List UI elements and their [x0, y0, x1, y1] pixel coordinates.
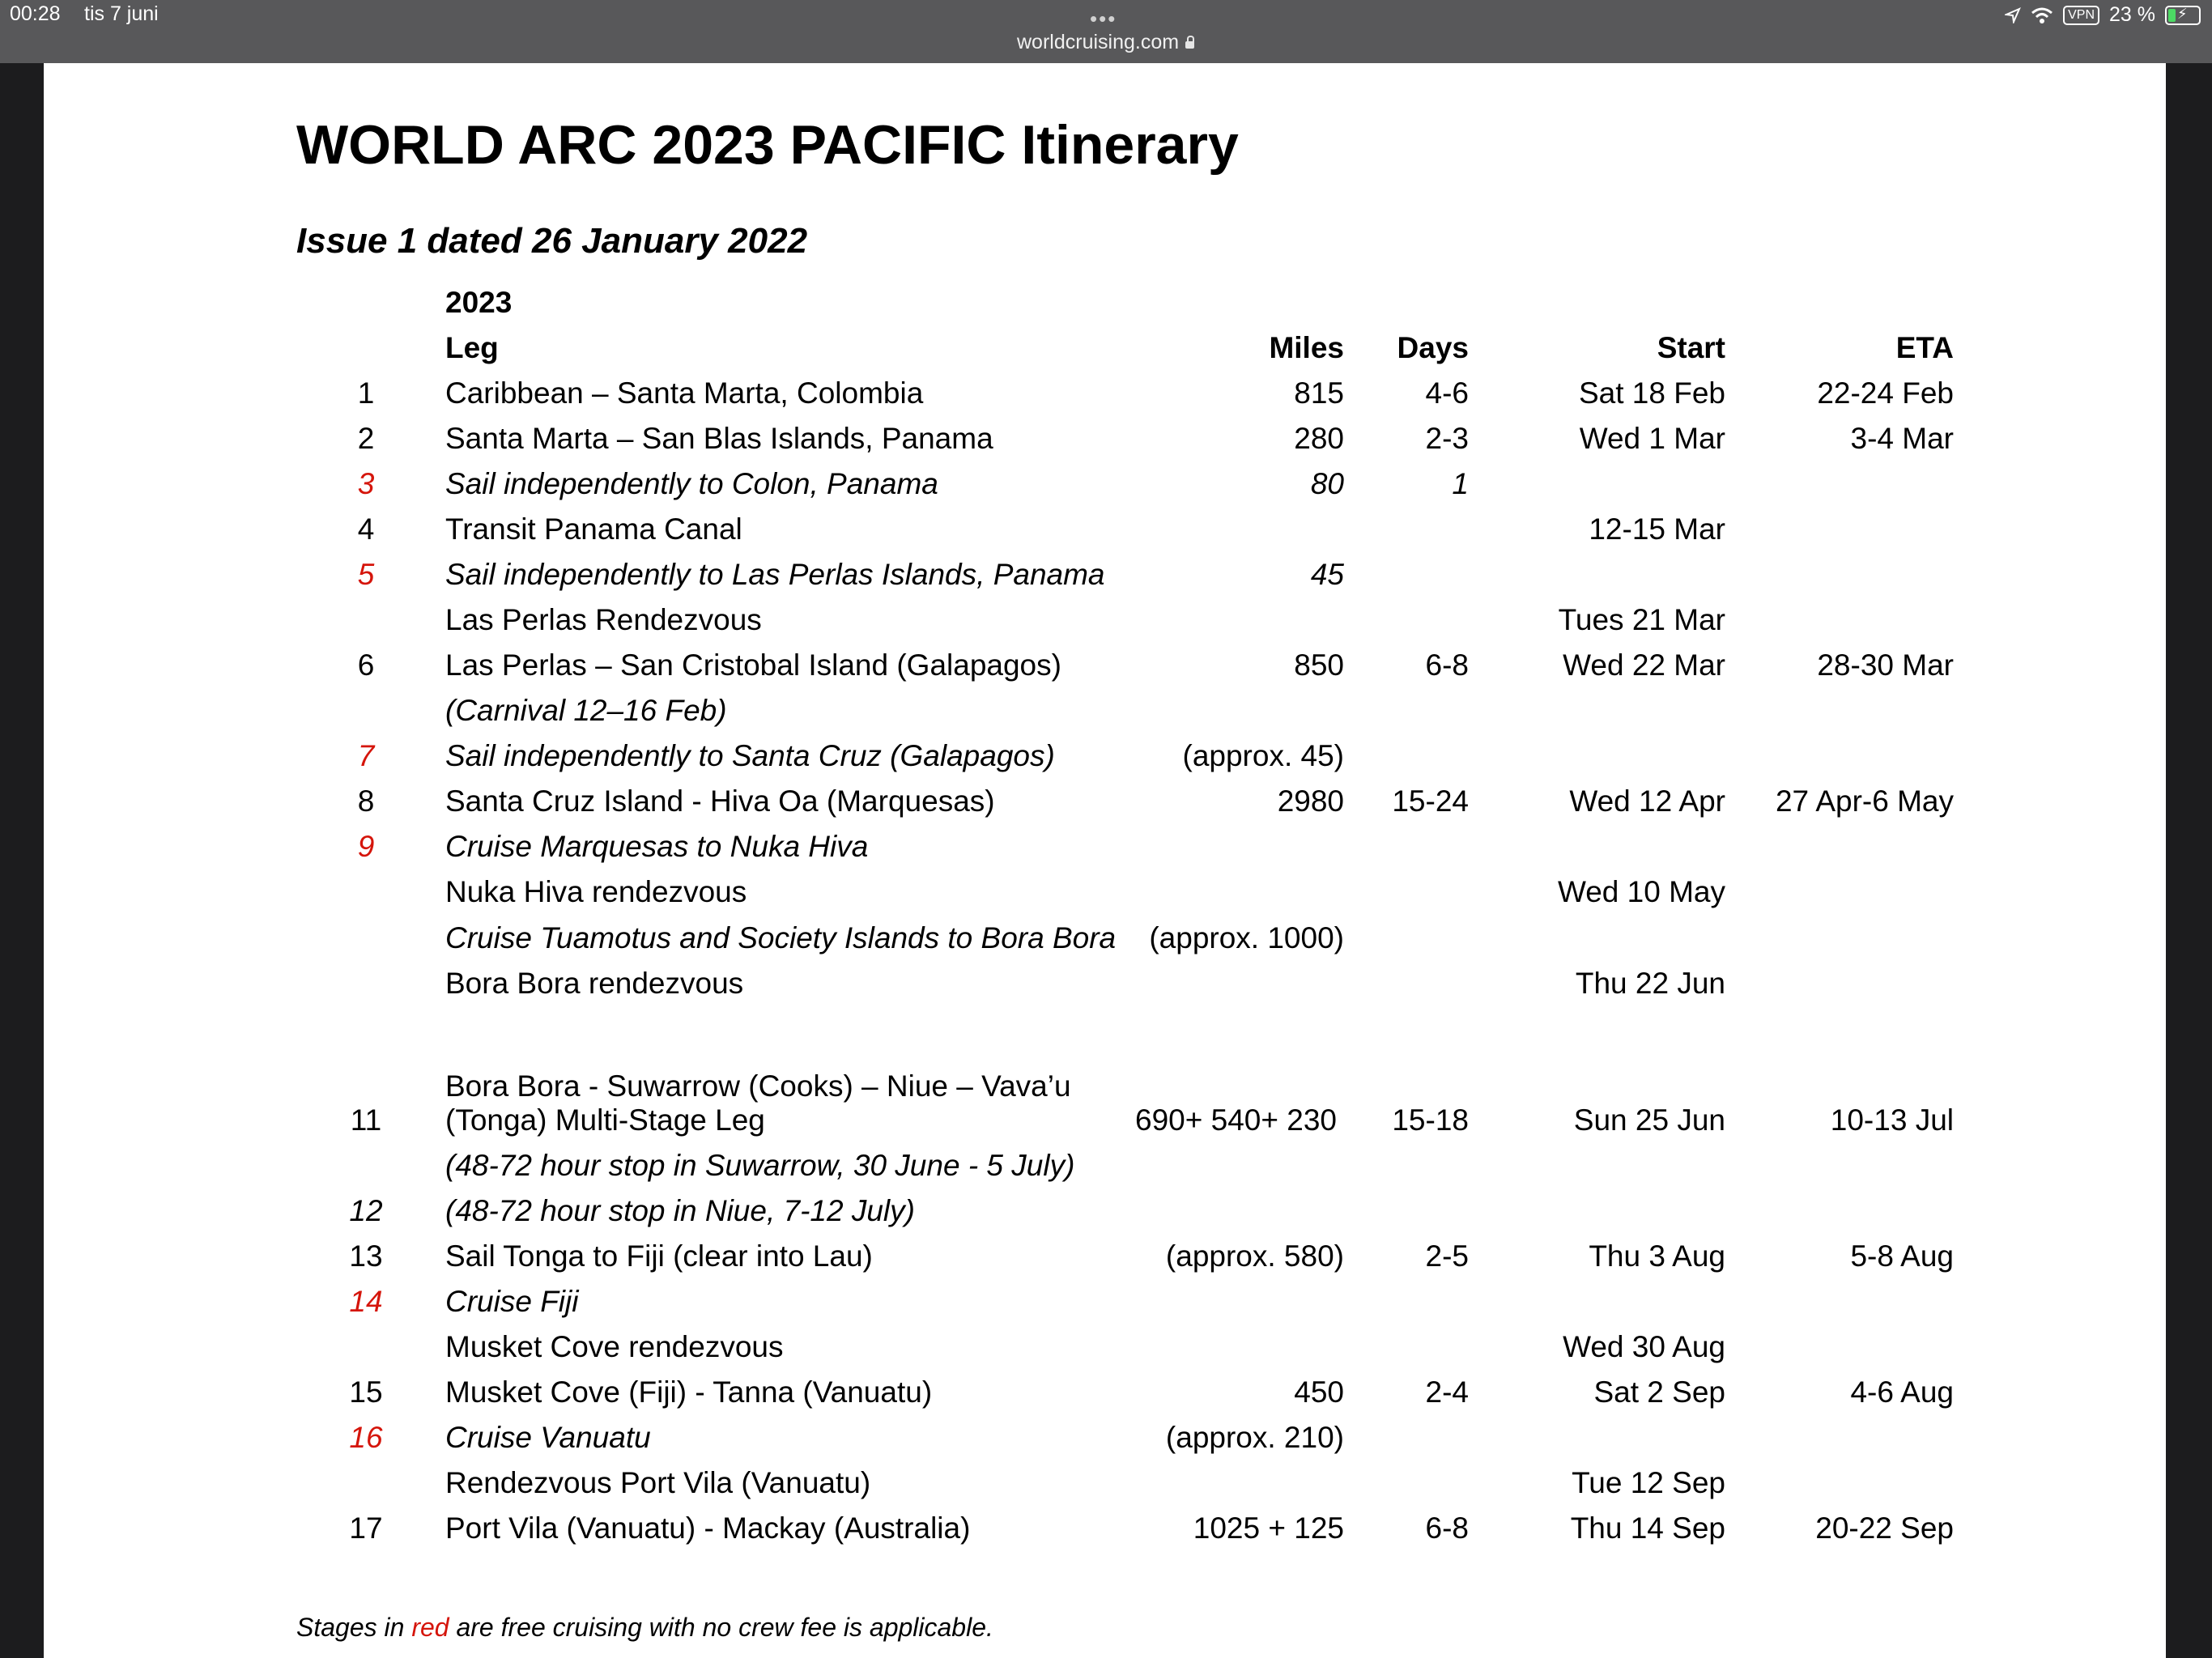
row-leg: Caribbean – Santa Marta, Colombia [445, 376, 924, 410]
page-subtitle: Issue 1 dated 26 January 2022 [296, 221, 808, 261]
row-days: 15-24 [1392, 784, 1469, 818]
status-icons [2005, 3, 2201, 27]
browser-menu-dots[interactable]: ••• [1090, 6, 1117, 31]
page-title: WORLD ARC 2023 PACIFIC Itinerary [296, 114, 1239, 176]
status-date: tis 7 juni [84, 2, 159, 25]
row-start: Wed 10 May [1557, 875, 1725, 908]
wifi-icon [2031, 6, 2053, 24]
row-start: Tue 12 Sep [1572, 1466, 1725, 1499]
row-num: 14 [349, 1285, 383, 1318]
status-time: 00:28 [10, 2, 61, 25]
row-eta: 10-13 Jul [1830, 1103, 1954, 1137]
row-eta: 5-8 Aug [1850, 1239, 1954, 1273]
row-num: 9 [357, 830, 375, 863]
row-start: Sat 2 Sep [1593, 1375, 1725, 1409]
year-heading: 2023 [445, 286, 513, 319]
url-bar[interactable] [1017, 31, 1194, 54]
row-days: 15-18 [1392, 1103, 1469, 1137]
battery-percent: 23 % [2109, 3, 2155, 26]
row-start: Tues 21 Mar [1558, 603, 1725, 636]
url-text: worldcruising.com [1017, 31, 1180, 53]
row-miles: 1025 + 125 [1193, 1511, 1344, 1545]
footer-red-word: red [411, 1613, 449, 1642]
row-leg: (48-72 hour stop in Niue, 7-12 July) [445, 1194, 915, 1227]
row-leg: Nuka Hiva rendezvous [445, 875, 747, 908]
header-eta: ETA [1895, 331, 1954, 364]
document-page [44, 63, 2166, 1658]
row-leg: Cruise Fiji [445, 1285, 579, 1318]
header-start: Start [1657, 331, 1725, 364]
row-leg: Sail independently to Colon, Panama [445, 467, 938, 500]
row-leg: Transit Panama Canal [445, 512, 742, 546]
row-num: 4 [357, 512, 375, 546]
row-miles: 690+ 540+ 230 [1135, 1103, 1337, 1137]
row-num: 16 [349, 1421, 383, 1454]
row-miles: 45 [1310, 558, 1344, 591]
footer-text-before: Stages in [296, 1613, 412, 1642]
row-start: Thu 3 Aug [1589, 1239, 1725, 1273]
row-days: 2-5 [1425, 1239, 1469, 1273]
row-leg-line2: (Tonga) Multi-Stage Leg [445, 1103, 765, 1137]
row-leg: Santa Marta – San Blas Islands, Panama [445, 422, 993, 455]
row-num: 15 [349, 1375, 383, 1409]
row-eta: 22-24 Feb [1817, 376, 1954, 410]
footer-note [296, 1613, 993, 1643]
row-leg: Sail independently to Las Perlas Islands, Panama [445, 558, 1105, 591]
row-leg: Rendezvous Port Vila (Vanuatu) [445, 1466, 871, 1499]
row-leg: (Carnival 12–16 Feb) [445, 694, 727, 727]
row-num: 3 [357, 467, 375, 500]
row-num: 8 [357, 784, 375, 818]
row-eta: 27 Apr-6 May [1775, 784, 1954, 818]
row-eta: 4-6 Aug [1850, 1375, 1954, 1409]
row-leg: Musket Cove (Fiji) - Tanna (Vanuatu) [445, 1375, 933, 1409]
row-start: Thu 14 Sep [1570, 1511, 1725, 1545]
row-leg: Bora Bora rendezvous [445, 967, 744, 1000]
row-days: 2-3 [1425, 422, 1469, 455]
row-start: Wed 22 Mar [1563, 648, 1725, 682]
row-days: 4-6 [1425, 376, 1469, 410]
row-miles: 450 [1294, 1375, 1344, 1409]
header-miles: Miles [1269, 331, 1344, 364]
row-start: Sat 18 Feb [1578, 376, 1725, 410]
row-miles: 80 [1310, 467, 1344, 500]
location-arrow-icon [2005, 7, 2021, 23]
row-num: 5 [357, 558, 375, 591]
row-leg: Sail independently to Santa Cruz (Galapagos) [445, 739, 1055, 772]
row-miles: 815 [1294, 376, 1344, 410]
row-leg: Las Perlas – San Cristobal Island (Galapagos) [445, 648, 1061, 682]
row-miles: (approx. 580) [1165, 1239, 1344, 1273]
row-start: Sun 25 Jun [1573, 1103, 1725, 1137]
row-start: Wed 12 Apr [1569, 784, 1725, 818]
row-eta: 20-22 Sep [1815, 1511, 1954, 1545]
row-start: 12-15 Mar [1589, 512, 1725, 546]
row-start: Wed 30 Aug [1563, 1330, 1725, 1363]
row-num: 12 [349, 1194, 383, 1227]
row-num: 17 [349, 1511, 383, 1545]
row-eta: 3-4 Mar [1850, 422, 1954, 455]
row-leg: Musket Cove rendezvous [445, 1330, 784, 1363]
status-bar [0, 0, 2212, 63]
row-start: Wed 1 Mar [1579, 422, 1725, 455]
row-miles: (approx. 45) [1182, 739, 1344, 772]
row-days: 1 [1452, 467, 1469, 500]
row-leg: Port Vila (Vanuatu) - Mackay (Australia) [445, 1511, 971, 1545]
row-miles: 2980 [1277, 784, 1344, 818]
row-miles: 280 [1294, 422, 1344, 455]
row-num: 6 [357, 648, 375, 682]
row-leg: (48-72 hour stop in Suwarrow, 30 June - 5 July) [445, 1149, 1075, 1182]
row-leg: Cruise Vanuatu [445, 1421, 651, 1454]
header-days: Days [1397, 331, 1469, 364]
row-leg: Bora Bora - Suwarrow (Cooks) – Niue – Vava’u [445, 1069, 1071, 1103]
lock-icon [1185, 41, 1194, 49]
row-leg: Cruise Tuamotus and Society Islands to Bora Bora [445, 921, 1117, 954]
row-days: 6-8 [1425, 648, 1469, 682]
vpn-badge: VPN [2063, 6, 2099, 25]
row-miles: (approx. 1000) [1149, 921, 1344, 954]
row-start: Thu 22 Jun [1575, 967, 1725, 1000]
footer-text-after: are free cruising with no crew fee is applicable. [449, 1613, 993, 1642]
row-miles: (approx. 210) [1165, 1421, 1344, 1454]
row-miles: 850 [1294, 648, 1344, 682]
row-leg: Santa Cruz Island - Hiva Oa (Marquesas) [445, 784, 995, 818]
row-num: 7 [357, 739, 375, 772]
row-num: 2 [357, 422, 375, 455]
row-num: 1 [357, 376, 375, 410]
row-num: 13 [349, 1239, 383, 1273]
row-days: 2-4 [1425, 1375, 1469, 1409]
header-leg: Leg [445, 331, 499, 364]
row-leg: Cruise Marquesas to Nuka Hiva [445, 830, 869, 863]
row-leg: Las Perlas Rendezvous [445, 603, 762, 636]
row-leg: Sail Tonga to Fiji (clear into Lau) [445, 1239, 873, 1273]
battery-icon: ⚡ [2165, 6, 2201, 25]
row-eta: 28-30 Mar [1817, 648, 1954, 682]
row-days: 6-8 [1425, 1511, 1469, 1545]
row-num: 11 [350, 1103, 382, 1137]
